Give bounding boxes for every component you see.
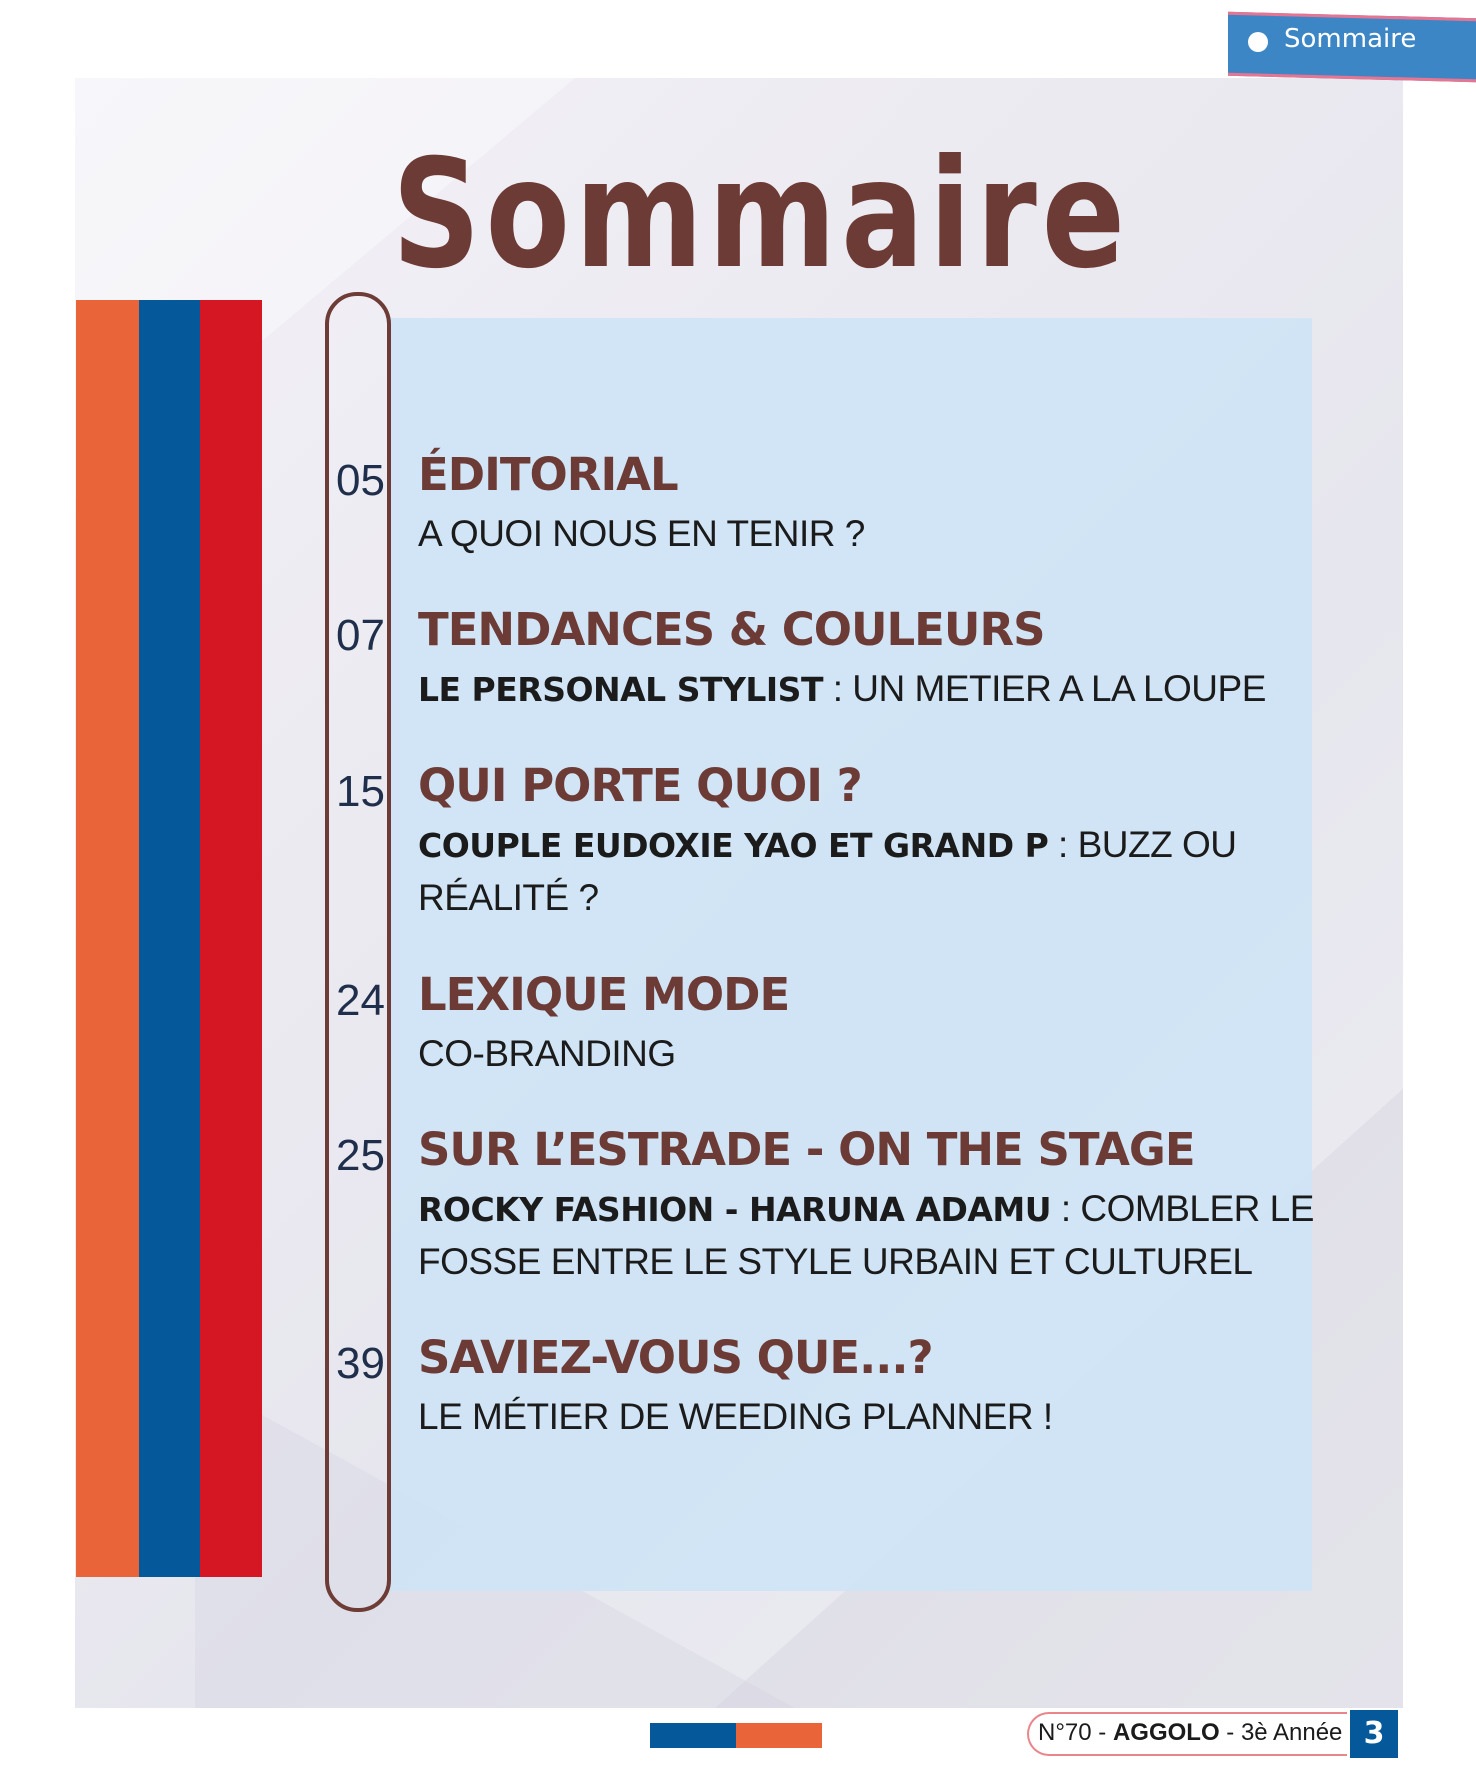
toc-entry-title: SUR L’ESTRADE - ON THE STAGE: [418, 1123, 1195, 1176]
toc-page-number: 07: [336, 611, 385, 660]
toc-subtitle-text: LE MÉTIER DE WEEDING PLANNER !: [418, 1396, 1053, 1437]
toc-entry-subtitle: [418, 663, 1330, 716]
toc-page-number: 05: [336, 456, 385, 505]
toc-subtitle-text: A QUOI NOUS EN TENIR ?: [418, 513, 865, 554]
toc-subtitle-bold: COUPLE EUDOXIE YAO ET GRAND P: [418, 826, 1049, 865]
toc-subtitle-bold: ROCKY FASHION - HARUNA ADAMU: [418, 1190, 1052, 1229]
section-tab-label: Sommaire: [1284, 24, 1417, 54]
toc-entry-title: LEXIQUE MODE: [418, 968, 790, 1021]
orange-stripe: [76, 300, 139, 1577]
toc-entry-subtitle: [418, 819, 1330, 924]
toc-subtitle-separator: :: [822, 668, 853, 709]
toc-entry-subtitle: [418, 1028, 1330, 1081]
toc-subtitle-text: UN METIER A LA LOUPE: [852, 668, 1266, 709]
page-title: Sommaire: [392, 128, 1131, 302]
toc-subtitle-bold: LE PERSONAL STYLIST: [418, 670, 823, 709]
red-stripe: [200, 300, 262, 1577]
page-number: 3: [1350, 1710, 1398, 1758]
toc-subtitle-text: CO-BRANDING: [418, 1033, 676, 1074]
footer-issue: N°70: [1038, 1719, 1092, 1746]
toc-page-number: 24: [336, 976, 385, 1025]
footer-issue-info: [1038, 1719, 1342, 1747]
toc-entry-subtitle: [418, 1183, 1330, 1288]
toc-entry-subtitle: [418, 1391, 1330, 1444]
toc-entry-title: QUI PORTE QUOI ?: [418, 759, 862, 812]
toc-subtitle-separator: :: [1051, 1188, 1081, 1229]
footer-orange-bar: [736, 1723, 822, 1748]
toc-subtitle-text: COMBLER LE FOSSE ENTRE LE STYLE URBAIN ET CULTUREL: [418, 1188, 1314, 1282]
footer-blue-bar: [650, 1723, 736, 1748]
toc-subtitle-text: BUZZ OU RÉALITÉ ?: [418, 824, 1237, 918]
toc-page-number: 25: [336, 1131, 385, 1180]
footer-separator: -: [1219, 1719, 1241, 1746]
footer-separator: -: [1091, 1719, 1113, 1746]
blue-stripe: [139, 300, 202, 1577]
toc-entry-title: TENDANCES & COULEURS: [418, 603, 1045, 656]
footer-magazine: AGGOLO: [1112, 1719, 1220, 1746]
bullet-icon: [1248, 32, 1268, 52]
toc-entry-title: ÉDITORIAL: [418, 448, 678, 501]
toc-subtitle-separator: :: [1048, 824, 1078, 865]
toc-page-number: 15: [336, 767, 385, 816]
toc-entry-title: SAVIEZ-VOUS QUE...?: [418, 1331, 933, 1384]
footer-year: 3è Année: [1240, 1719, 1343, 1746]
toc-entry-subtitle: [418, 508, 1330, 561]
toc-page-number: 39: [336, 1339, 385, 1388]
